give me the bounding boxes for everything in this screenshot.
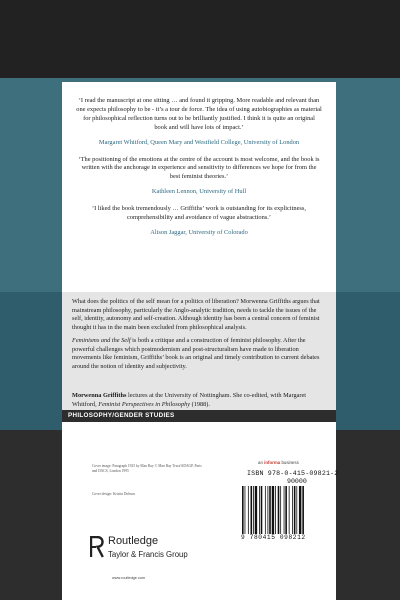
barcode-bar <box>253 486 254 534</box>
author-bio <box>72 392 328 409</box>
barcode-bar <box>285 486 287 534</box>
barcode-bar <box>261 486 263 534</box>
top-dark-band <box>0 0 400 78</box>
author-bio-text-2: (1988). <box>190 400 210 408</box>
barcode-bar <box>284 486 285 534</box>
publisher-logo <box>90 532 220 572</box>
description-paragraph-1: What does the politics of the self mean for a politics of liberation? Morwenna Griffiths argues that mainstream philosophy, particularly the Anglo-analytic tradition, needs to tackle the issues of the self, identity, autonomy and self-creation. Although identity has been a central concern of feminist thought it has in the main been excluded from philosophical analysis. <box>72 298 320 332</box>
barcode-bar <box>296 486 297 534</box>
review-attribution-3: Alison Jaggar, University of Colorado <box>150 228 248 236</box>
barcode-bar <box>265 486 266 534</box>
barcode-bar <box>255 486 257 534</box>
informa-business <box>258 460 299 465</box>
description-paragraph-2-text: is both a critique and a construction of feminist philosophy. After the powerful challenges which postmodernism and post-structuralism have made to liberation movements like feminism, Griffiths’ book is an original and timely contribution to current debates around the notion of identity and subjectivity. <box>72 336 320 370</box>
author-bio-text-1: lectures at the University of Nottingham. She co-edited, with Margaret Whitford, <box>72 392 307 408</box>
book-description <box>72 298 328 376</box>
barcode-bar <box>302 486 304 534</box>
publisher-name: Routledge <box>108 535 159 547</box>
description-paragraph-2 <box>72 337 328 372</box>
barcode-bar <box>292 486 293 534</box>
barcode <box>241 486 323 534</box>
isbn-label: ISBN 978-0-415-09821-2 <box>247 470 339 477</box>
informa-suffix: business <box>280 460 299 465</box>
barcode-bar <box>248 486 249 534</box>
barcode-bar <box>294 486 296 534</box>
publisher-url[interactable]: www.routledge.com <box>112 576 146 580</box>
cover-image-credit: Cover image: Paragraph 1925 by Man Ray © Man Ray Trust/ADAGP, Paris and DACS, London 1995 <box>92 464 202 473</box>
informa-prefix: an <box>258 460 265 465</box>
barcode-bar <box>278 486 280 534</box>
barcode-lines <box>242 486 304 534</box>
barcode-bar <box>245 486 246 534</box>
barcode-bar <box>242 486 244 534</box>
co-edited-book-title: Feminist Perspectives in Philosophy <box>98 400 191 408</box>
price-code: 90000 <box>287 478 307 485</box>
author-name: Morwenna Griffiths <box>72 392 127 399</box>
cover-design-credit: Cover design: Kristin Dobson <box>92 492 136 496</box>
barcode-bar <box>299 486 301 534</box>
barcode-bar <box>268 486 269 534</box>
routledge-r-icon <box>90 536 104 558</box>
barcode-bar <box>269 486 271 534</box>
review-quotes <box>76 97 322 246</box>
barcode-bar <box>280 486 281 534</box>
barcode-bar <box>275 486 276 534</box>
publisher-group: Taylor & Francis Group <box>108 550 188 559</box>
barcode-bar <box>259 486 260 534</box>
review-attribution-2: Kathleen Lennon, University of Hull <box>151 188 247 196</box>
review-attribution-1: Margaret Whitford, Queen Mary and Westfield College, University of London <box>98 138 300 146</box>
barcode-bar <box>272 486 274 534</box>
barcode-bar <box>289 486 290 534</box>
book-title: Feminisms and the Self <box>72 336 131 344</box>
informa-brand: informa <box>264 460 281 465</box>
review-quote-1: ‘I read the manuscript at one sitting … and found it gripping. More readable and relevant than one expects philosophy to be - it’s a tour de force. The idea of using autobiographies as material for philosophical reflection turns out to be brilliantly justified. I think it is quite an original book and will have lots of impact.’ <box>76 97 322 131</box>
subject-category: PHILOSOPHY/GENDER STUDIES <box>62 410 336 422</box>
barcode-bar <box>251 486 253 534</box>
barcode-digits: 9 780415 098212 <box>241 534 306 541</box>
review-quote-2: ‘The positioning of the emotions at the centre of the account is most welcome, and the book is written with the anchorage in experience and sensitivity to differences we hope for from the best feminist theories.’ <box>78 155 320 181</box>
review-quote-3: ‘I liked the book tremendously … Griffiths’ work is outstanding for its explicitness, comprehensibility and avoidance of vague abstractions.’ <box>92 205 306 222</box>
